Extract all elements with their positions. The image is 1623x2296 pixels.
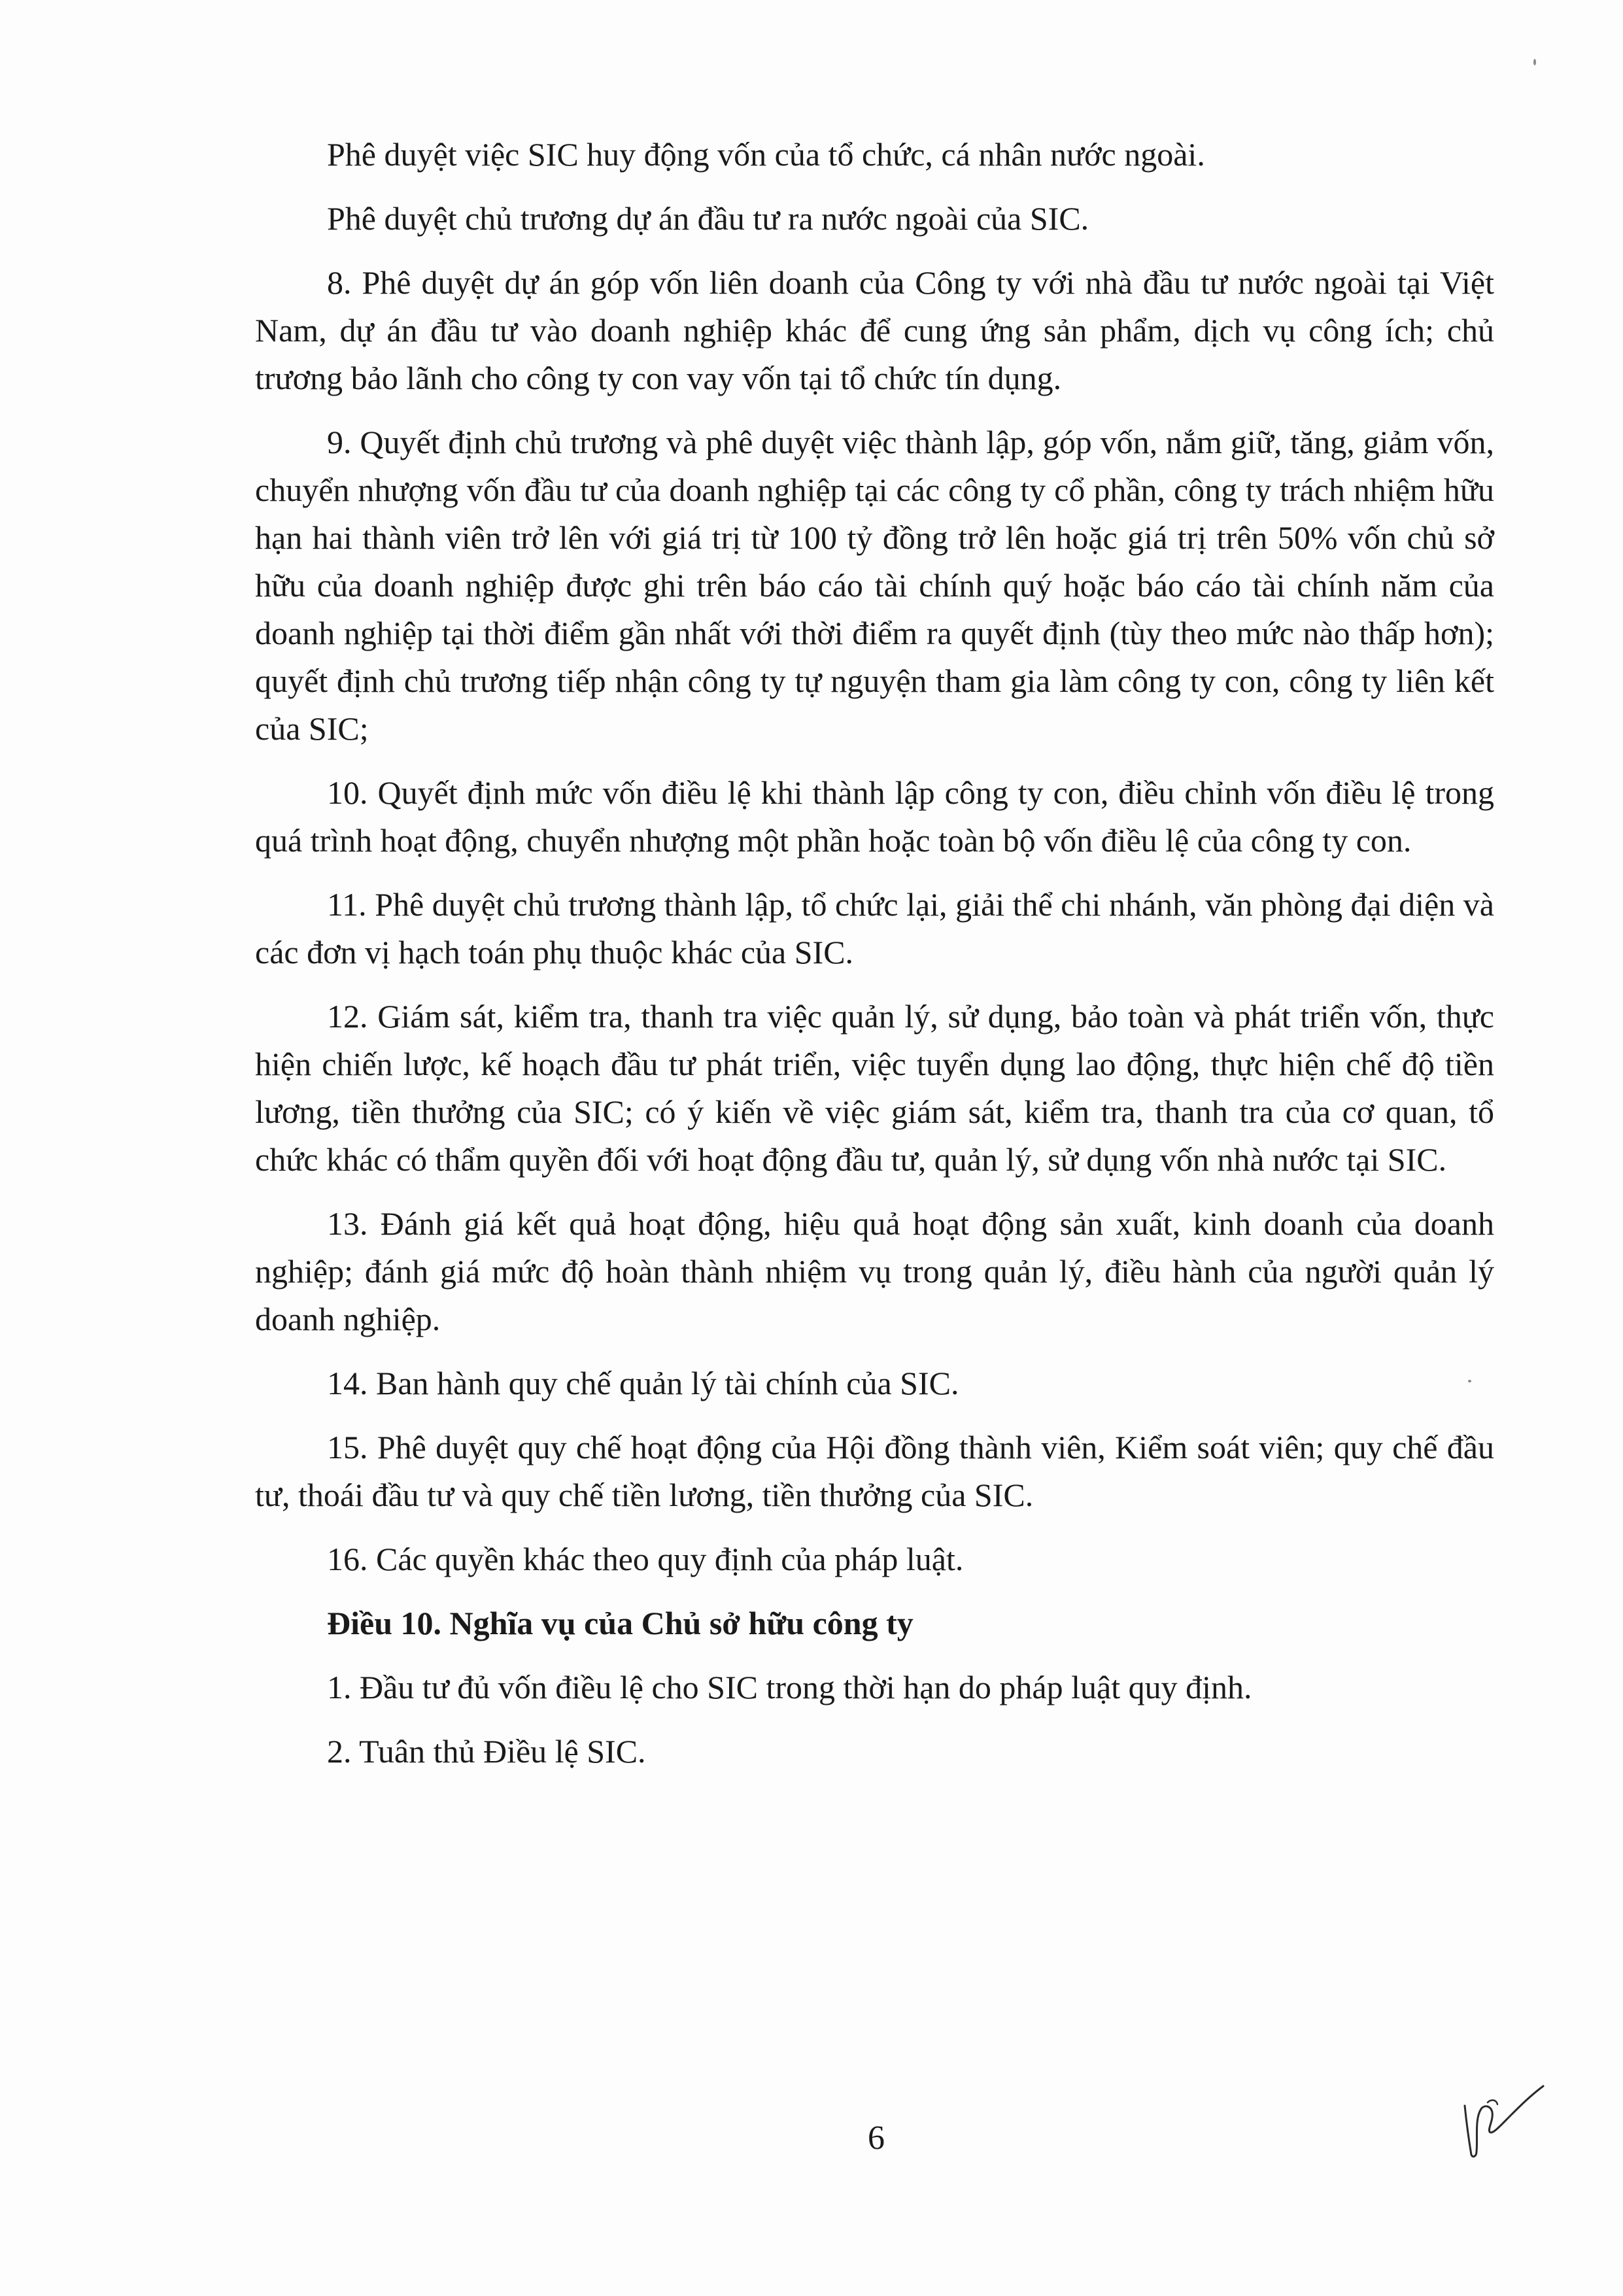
paragraph: 9. Quyết định chủ trương và phê duyệt việc thành lập, góp vốn, nắm giữ, tăng, giảm vốn, chuyển nhượng vốn đầu tư của doanh nghiệp tại các công ty cổ phần, công ty trách nhiệm hữu hạn hai thành viên trở lên với giá trị từ 100 tỷ đồng trở lên hoặc giá trị trên 50% vốn chủ sở hữu của doanh nghiệp được ghi trên báo cáo tài chính quý hoặc báo cáo tài chính năm của doanh nghiệp tại thời điểm gần nhất với thời điểm ra quyết định (tùy theo mức nào thấp hơn); quyết định chủ trương tiếp nhận công ty tự nguyện tham gia làm công ty con, công ty liên kết của SIC;	[255, 424, 1494, 747]
article-item: 1. Đầu tư đủ vốn điều lệ cho SIC trong thời hạn do pháp luật quy định.	[327, 1669, 1252, 1705]
paragraph: Phê duyệt việc SIC huy động vốn của tổ chức, cá nhân nước ngoài.	[327, 136, 1205, 173]
paragraph: 14. Ban hành quy chế quản lý tài chính của SIC.	[327, 1365, 959, 1401]
handwritten-initials-icon	[1452, 2080, 1550, 2165]
scan-speck	[1468, 1380, 1471, 1382]
article-heading: Điều 10. Nghĩa vụ của Chủ sở hữu công ty	[327, 1605, 914, 1641]
document-body	[255, 131, 1494, 1792]
paragraph: 11. Phê duyệt chủ trương thành lập, tổ chức lại, giải thể chi nhánh, văn phòng đại diện và các đơn vị hạch toán phụ thuộc khác của SIC.	[255, 886, 1494, 970]
paragraph: 10. Quyết định mức vốn điều lệ khi thành lập công ty con, điều chỉnh vốn điều lệ trong quá trình hoạt động, chuyển nhượng một phần hoặc toàn bộ vốn điều lệ của công ty con.	[255, 774, 1494, 859]
scan-speck	[1533, 59, 1536, 65]
paragraph: 13. Đánh giá kết quả hoạt động, hiệu quả hoạt động sản xuất, kinh doanh của doanh nghiệp; đánh giá mức độ hoàn thành nhiệm vụ trong quản lý, điều hành của người quản lý doanh nghiệp.	[255, 1205, 1494, 1337]
paragraph: 12. Giám sát, kiểm tra, thanh tra việc quản lý, sử dụng, bảo toàn và phát triển vốn, thực hiện chiến lược, kế hoạch đầu tư phát triển, việc tuyển dụng lao động, thực hiện chế độ tiền lương, tiền thưởng của SIC; có ý kiến về việc giám sát, kiểm tra, thanh tra của cơ quan, tổ chức khác có thẩm quyền đối với hoạt động đầu tư, quản lý, sử dụng vốn nhà nước tại SIC.	[255, 998, 1494, 1178]
article-item: 2. Tuân thủ Điều lệ SIC.	[327, 1733, 646, 1770]
page-number: 6	[868, 2119, 885, 2157]
paragraph: Phê duyệt chủ trương dự án đầu tư ra nước ngoài của SIC.	[327, 200, 1089, 237]
paragraph: 16. Các quyền khác theo quy định của pháp luật.	[327, 1541, 964, 1577]
paragraph: 8. Phê duyệt dự án góp vốn liên doanh của Công ty với nhà đầu tư nước ngoài tại Việt Nam, dự án đầu tư vào doanh nghiệp khác để cung ứng sản phẩm, dịch vụ công ích; chủ trương bảo lãnh cho công ty con vay vốn tại tổ chức tín dụng.	[255, 264, 1494, 396]
paragraph: 15. Phê duyệt quy chế hoạt động của Hội đồng thành viên, Kiểm soát viên; quy chế đầu tư, thoái đầu tư và quy chế tiền lương, tiền thưởng của SIC.	[255, 1429, 1494, 1513]
